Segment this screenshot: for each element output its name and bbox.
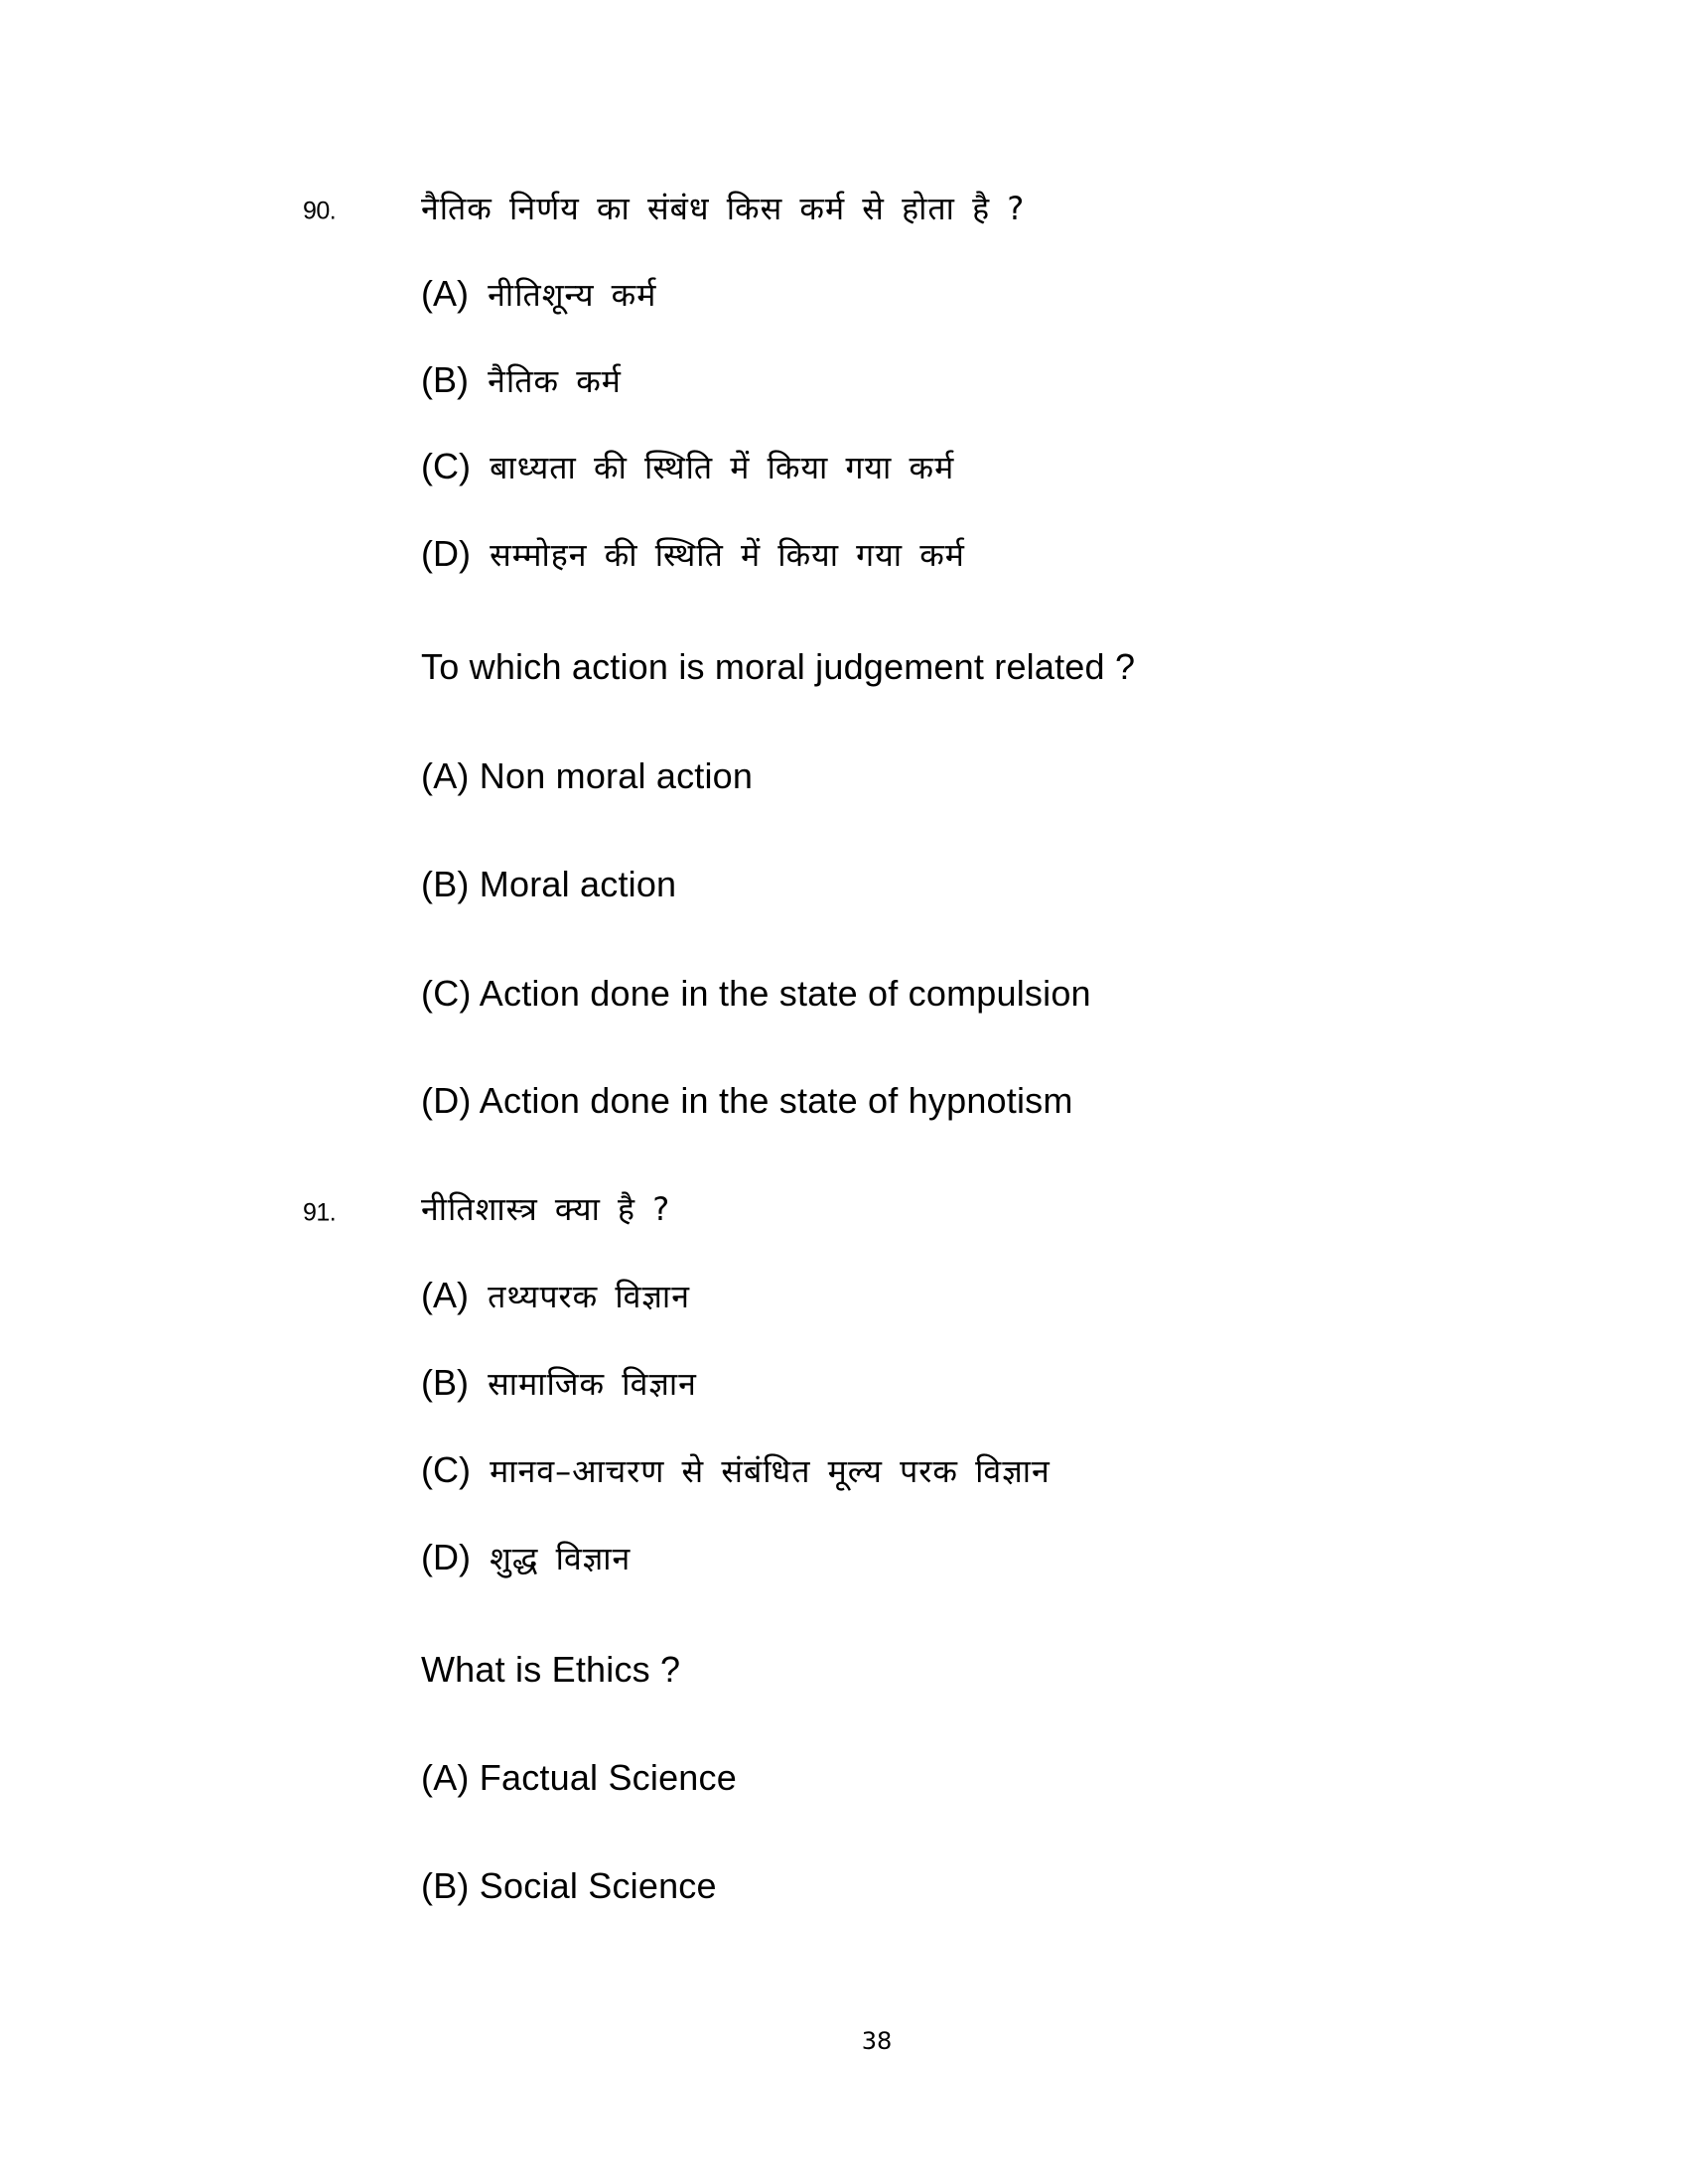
question-number: 90. (303, 197, 337, 225)
option-text: Moral action (479, 864, 677, 904)
question-text-hindi: नैतिक निर्णय का संबंध किस कर्म से होता है ? (421, 190, 1026, 227)
option-b-hindi (421, 359, 622, 400)
option-a-english (421, 1757, 737, 1798)
question-text-hindi: नीतिशास्त्र क्या है ? (421, 1190, 671, 1228)
option-letter: (D) (421, 1537, 471, 1577)
option-letter: (A) (421, 1757, 470, 1798)
option-d-hindi (421, 1537, 632, 1577)
option-a-english (421, 755, 754, 796)
option-text: तथ्यपरक विज्ञान (488, 1278, 690, 1315)
option-text: Factual Science (479, 1757, 737, 1798)
option-text: Action done in the state of compulsion (479, 973, 1091, 1014)
option-text: शुद्ध विज्ञान (490, 1540, 632, 1577)
option-letter: (C) (421, 973, 472, 1014)
question-text-english: To which action is moral judgement related ? (421, 646, 1136, 687)
option-a-hindi (421, 273, 657, 314)
question-text-english: What is Ethics ? (421, 1649, 681, 1690)
option-d-english (421, 1080, 1073, 1121)
option-letter: (D) (421, 533, 471, 574)
option-letter: (B) (421, 1865, 470, 1906)
option-d-hindi (421, 533, 965, 574)
option-letter: (A) (421, 1275, 469, 1315)
option-letter: (B) (421, 864, 470, 904)
option-text: नैतिक कर्म (488, 362, 622, 400)
option-text: नीतिशून्य कर्म (488, 276, 657, 314)
option-text: मानव–आचरण से संबंधित मूल्य परक विज्ञान (490, 1452, 1051, 1490)
option-text: सामाजिक विज्ञान (488, 1365, 697, 1403)
option-c-hindi (421, 446, 955, 486)
option-b-english (421, 1865, 717, 1906)
page-number: 38 (861, 2027, 893, 2055)
option-letter: (D) (421, 1080, 472, 1121)
option-b-english (421, 864, 677, 904)
option-letter: (C) (421, 1449, 471, 1490)
question-number: 91. (303, 1198, 337, 1227)
option-c-english (421, 973, 1091, 1014)
option-letter: (B) (421, 359, 469, 400)
option-text: Action done in the state of hypnotism (479, 1080, 1073, 1121)
option-letter: (B) (421, 1362, 469, 1403)
option-c-hindi (421, 1449, 1051, 1490)
option-letter: (A) (421, 755, 470, 796)
option-text: Social Science (479, 1865, 717, 1906)
option-b-hindi (421, 1362, 697, 1403)
option-a-hindi (421, 1275, 690, 1315)
option-text: Non moral action (479, 755, 754, 796)
option-letter: (C) (421, 446, 471, 486)
option-text: बाध्यता की स्थिति में किया गया कर्म (490, 449, 955, 486)
option-text: सम्मोहन की स्थिति में किया गया कर्म (490, 536, 965, 574)
option-letter: (A) (421, 273, 469, 314)
